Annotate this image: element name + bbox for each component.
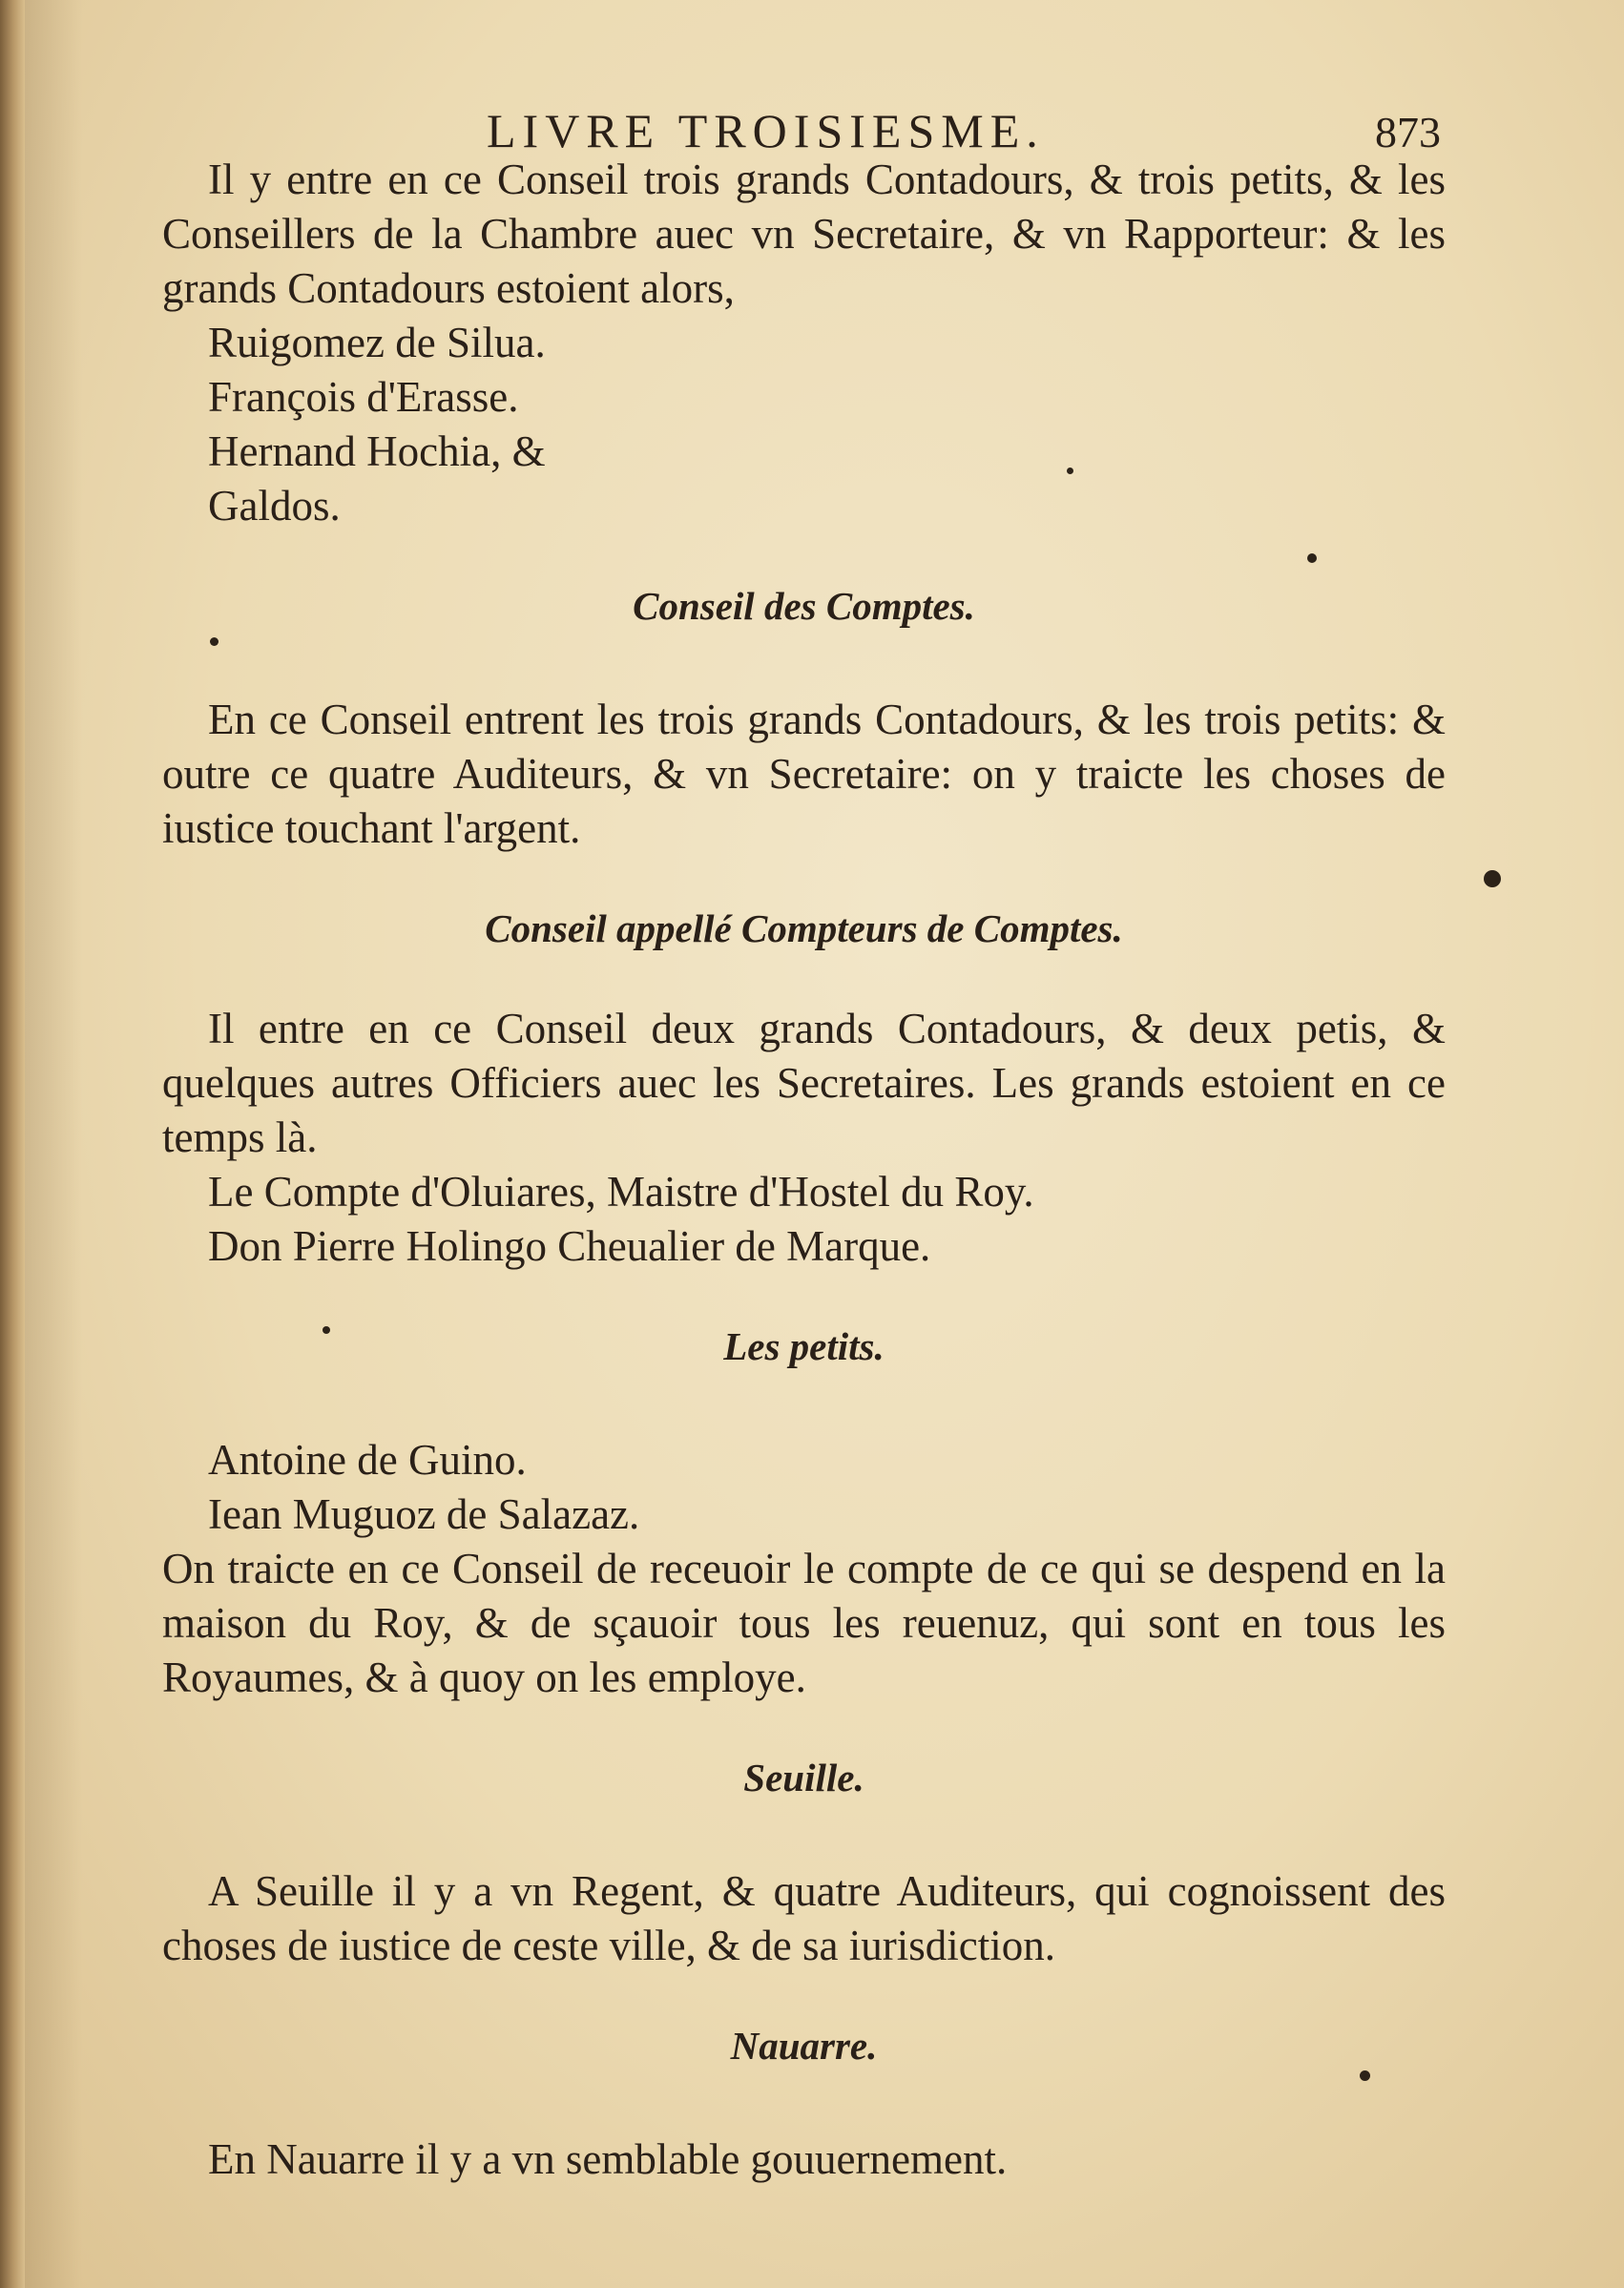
list-item: Hernand Hochia, & [208,427,546,475]
paragraph: En ce Conseil entrent les trois grands Contadours, & les trois petits: & outre ce quatre Auditeurs, & vn Secretaire: on y traicte les choses de iustice touchant l'argent. [162,696,1446,852]
section-heading: Seuille. [743,1756,864,1799]
list-item: Don Pierre Holingo Cheualier de Marque. [208,1222,931,1270]
list-item: Ruigomez de Silua. [208,319,546,366]
page-shadow [25,0,82,2288]
page-body [162,153,1446,2187]
list-item: Le Compte d'Oluiares, Maistre d'Hostel du Roy. [208,1168,1034,1216]
list-item: Antoine de Guino. [208,1436,527,1484]
list-item: Galdos. [208,482,341,530]
page-header [487,103,1441,160]
section-heading: Conseil appellé Compteurs de Comptes. [485,906,1123,950]
ink-speck [323,1326,330,1334]
paragraph: Il entre en ce Conseil deux grands Contadours, & deux petis, & quelques autres Officiers auec les Secretaires. Les grands estoient en ce temps là. [162,1005,1446,1161]
section-heading: Conseil des Comptes. [633,584,975,628]
ink-speck [1484,870,1501,887]
paragraph: On traicte en ce Conseil de receuoir le compte de ce qui se despend en la maison du Roy, & de sçauoir tous les reuenuz, qui sont en tous les Royaumes, & à quoy on les employe. [162,1545,1446,1701]
section-heading: Les petits. [723,1324,885,1368]
page-gutter [0,0,25,2288]
paragraph: Il y entre en ce Conseil trois grands Contadours, & trois petits, & les Conseillers de la Chambre auec vn Secretaire, & vn Rapporteur: & les grands Contadours estoient alors, [162,156,1446,312]
paragraph: A Seuille il y a vn Regent, & quatre Auditeurs, qui cognoissent des choses de iustice de ceste ville, & de sa iurisdiction. [162,1867,1446,1969]
paragraph: En Nauarre il y a vn semblable gouuernement. [208,2135,1008,2183]
list-item: François d'Erasse. [208,373,519,421]
page-number: 873 [1375,108,1441,156]
ink-speck [210,637,219,646]
ink-speck [1360,2070,1370,2081]
section-heading: Nauarre. [730,2024,878,2068]
ink-speck [1307,553,1317,563]
ink-speck [1067,468,1073,474]
list-item: Iean Muguoz de Salazaz. [208,1490,640,1538]
running-title: LIVRE TROISIESME. [487,104,1045,157]
